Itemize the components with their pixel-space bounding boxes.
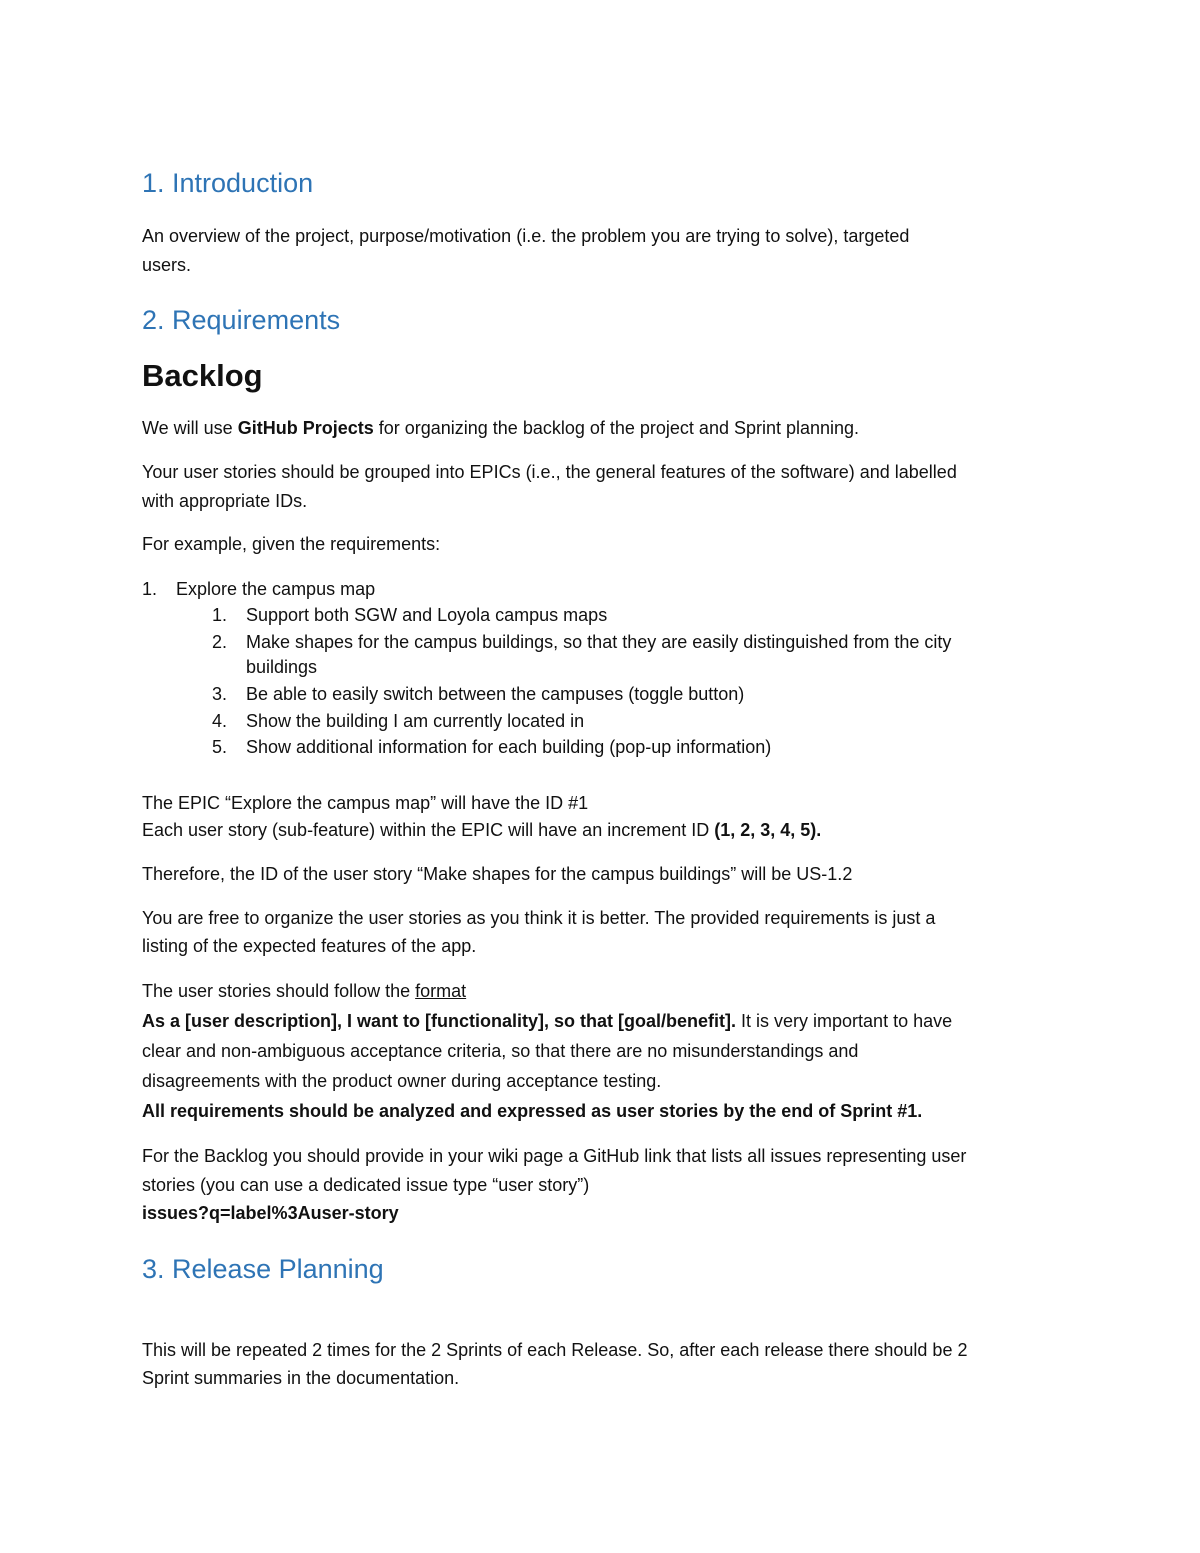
- list-item-text: Show additional information for each building (pop-up information): [246, 737, 772, 757]
- github-post: for organizing the backlog of the project and Sprint planning.: [373, 418, 860, 438]
- free-organize-line2: listing of the expected features of the app.: [142, 936, 477, 956]
- example-intro: For example, given the requirements:: [142, 534, 441, 554]
- backlog-link-line2: stories (you can use a dedicated issue type “user story”): [142, 1175, 590, 1195]
- increment-pre: Each user story (sub-feature) within the EPIC will have an increment ID: [142, 820, 715, 840]
- list-item-sub-5: [212, 733, 771, 761]
- issues-query-bold: issues?q=label%3Auser-story: [142, 1203, 399, 1223]
- format-link[interactable]: format: [415, 981, 467, 1001]
- list-item-sub-1: [212, 601, 607, 629]
- list-item-sub-2: [212, 628, 951, 656]
- intro-paragraph-line2: users.: [142, 255, 192, 275]
- list-number: 4.: [212, 711, 228, 731]
- as-a-line: [142, 1007, 952, 1035]
- list-item-text: Explore the campus map: [176, 579, 376, 599]
- as-a-bold: As a [user description], I want to [functionality], so that [goal/benefit].: [142, 1011, 737, 1031]
- github-projects-bold: GitHub Projects: [237, 418, 374, 438]
- list-number: 3.: [212, 684, 228, 704]
- release-paragraph-line1: This will be repeated 2 times for the 2 Sprints of each Release. So, after each release there should be 2: [142, 1340, 968, 1360]
- list-item-text: Be able to easily switch between the campuses (toggle button): [246, 684, 745, 704]
- increment-id-line: [142, 816, 821, 844]
- increment-bold: (1, 2, 3, 4, 5).: [714, 820, 822, 840]
- epic-paragraph-line1: Your user stories should be grouped into EPICs (i.e., the general features of the software) and labelled: [142, 462, 957, 482]
- list-number: 1.: [142, 579, 158, 599]
- backlog-link-line1: For the Backlog you should provide in your wiki page a GitHub link that lists all issues representing user: [142, 1146, 967, 1166]
- heading-requirements: 2. Requirements: [142, 305, 341, 335]
- free-organize-line1: You are free to organize the user stories as you think it is better. The provided requirements is just a: [142, 908, 936, 928]
- heading-release-planning: 3. Release Planning: [142, 1254, 384, 1284]
- list-number: 1.: [212, 605, 228, 625]
- intro-paragraph-line1: An overview of the project, purpose/motivation (i.e. the problem you are trying to solve), targeted: [142, 226, 910, 246]
- release-paragraph-line2: Sprint summaries in the documentation.: [142, 1368, 460, 1388]
- heading-backlog: Backlog: [142, 358, 263, 393]
- disagreements-line: disagreements with the product owner during acceptance testing.: [142, 1071, 662, 1091]
- epic-id-line: The EPIC “Explore the campus map” will have the ID #1: [142, 793, 589, 813]
- list-item-sub-2-cont: buildings: [246, 657, 318, 677]
- all-requirements-line: [142, 1097, 922, 1125]
- list-item-sub-3: [212, 680, 744, 708]
- list-item-sub-4: [212, 707, 584, 735]
- list-number: 2.: [212, 632, 228, 652]
- heading-introduction: 1. Introduction: [142, 168, 314, 198]
- list-number: 5.: [212, 737, 228, 757]
- list-item-text: Support both SGW and Loyola campus maps: [246, 605, 608, 625]
- issues-query: [142, 1199, 399, 1227]
- format-pre: The user stories should follow the: [142, 981, 416, 1001]
- therefore-line: Therefore, the ID of the user story “Make shapes for the campus buildings” will be US-1.2: [142, 864, 853, 884]
- all-requirements-bold: All requirements should be analyzed and expressed as user stories by the end of Sprint #1.: [142, 1101, 923, 1121]
- list-item-text: Show the building I am currently located in: [246, 711, 585, 731]
- github-projects-paragraph: [142, 414, 859, 442]
- clear-criteria-line: clear and non-ambiguous acceptance criteria, so that there are no misunderstandings and: [142, 1041, 859, 1061]
- github-pre: We will use: [142, 418, 238, 438]
- format-line: [142, 977, 466, 1005]
- epic-paragraph-line2: with appropriate IDs.: [142, 491, 308, 511]
- list-item-text: Make shapes for the campus buildings, so that they are easily distinguished from the city: [246, 632, 952, 652]
- list-item-main: [142, 575, 375, 603]
- as-a-rest: It is very important to have: [736, 1011, 953, 1031]
